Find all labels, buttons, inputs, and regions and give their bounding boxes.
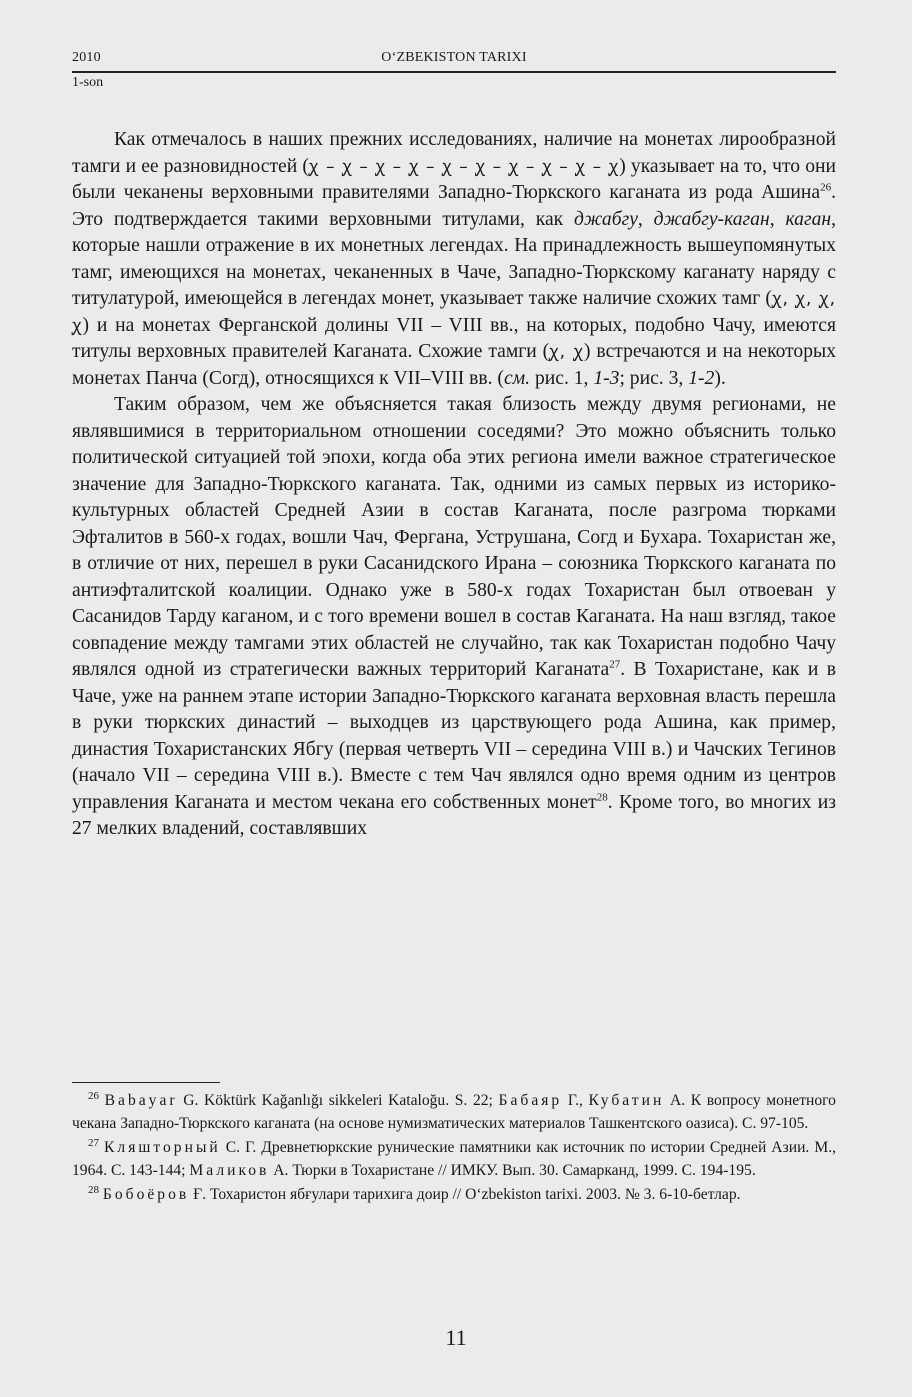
footnote-separator: [72, 1082, 220, 1083]
footnote-ref-27: 27: [609, 658, 621, 671]
running-header: [72, 50, 836, 72]
header-year: 2010: [72, 50, 101, 65]
paragraph-2: Таким образом, чем же объясняется такая близость между двумя регионами, не являвшимися в территориальном отношении соседями? Это можно объяснить только политической ситуацией той эпохи, когда оба этих региона имели важное стратегическое значение для Западно-Тюркского каганата. Так, одними из самых первых из историко-культурных областей Средней Азии в состав Каганата, после разгрома тюрками Эфталитов в 560-х годах, вошли Чач, Фергана, Уструшана, Согд и Бухара. Тохаристан же, в отличие от них, перешел в руки Сасанидского Ирана – союзника Тюркского каганата по антиэфталитской коалиции. Однако уже в 580-х годах Тохаристан был отвоеван у Сасанидов Тарду каганом, и с того времени вошел в состав Каганата. На наш взгляд, такое совпадение между тамгами этих областей не случайно, так как Тохаристан подобно Чачу являлся одной из стратегически важных территорий Каганата$^{27}$. В Тохаристане, как и в Чаче, уже на раннем этапе истории Западно-Тюркского каганата верховная власть перешла в руки тюркских династий – выходцев из царствующего рода Ашина, как пример, династия Тохаристанских Ябгу (первая четверть VII – середина VIII в.) и Чачских Тегинов (начало VII – середина VIII в.). Вместе с тем Чач являлся одно время одним из центров управления Каганата и местом чекана его собственных монет$^{28}$. Кроме того, во многих из 27 мелких владений, составлявших: [72, 394, 837, 839]
page-number: 11: [445, 1325, 467, 1350]
footnotes: [72, 1090, 836, 1209]
header-rule: [72, 71, 836, 73]
footnote-27: $^{27}$ Кляшторный С. Г. Древнетюркские рунические памятники как источник по истории Средней Азии. М., 1964. С. 143-144; Маликов А. Тюрки в Тохаристане // ИМКУ. Вып. 30. Самарканд, 1999. С. 194-195.: [72, 1136, 836, 1179]
header-journal-title: O‘ZBEKISTON TARIXI: [381, 50, 527, 65]
footnote-26: $^{26}$ Babayar G. Köktürk Kağanlığı sikkeleri Kataloğu. S. 22; Бабаяр Г., Кубатин А. К вопросу монетного чекана Западно-Тюркского каганата (на основе нумизматических материалов Ташкентского оазиса). С. 97-105.: [72, 1089, 836, 1132]
tamga-glyphs-3: ꭕ, ꭕ: [549, 342, 584, 362]
header-issue: 1-son: [72, 75, 104, 90]
tamga-glyphs-1: ꭕ – ꭕ – ꭕ – ꭕ – ꭕ – ꭕ – ꭕ – ꭕ – ꭕ – ꭕ: [308, 156, 620, 177]
article-body: [72, 127, 836, 843]
paragraph-1: Как отмечалось в наших прежних исследованиях, наличие на монетах лирообразной тамги и ее разновидностей (ꭕ – ꭕ – ꭕ – ꭕ – ꭕ – ꭕ – ꭕ – ꭕ – ꭕ – ꭕ) указывает на то, что они были чеканены верховными правителями Западно-Тюркского каганата из рода Ашина$^{26}$. Это подтверждается такими верховными титулами, как джабгу, джабгу-каган, каган, которые нашли отражение в их монетных легендах. На принадлежность вышеупомянутых тамг, имеющихся на монетах, чеканенных в Чаче, Западно-Тюркскому каганату наряду с титулатурой, имеющейся в легендах монет, указывает также наличие схожих тамг (ꭕ, ꭕ, ꭕ, ꭕ) и на монетах Ферганской долины VII – VIII вв., на которых, подобно Чачу, имеются титулы верховных правителей Каганата. Схожие тамги (ꭕ, ꭕ) встречаются и на некоторых монетах Панча (Согд), относящихся к VII–VIII вв. (см. рис. 1, 1-3; рис. 3, 1-2).: [72, 129, 837, 389]
footnote-28: $^{28}$ Бобоёров Ғ. Тохаристон ябғулари тарихига доир // O‘zbekiston tarixi. 2003. № 3. 6-10-бетлар.: [88, 1183, 741, 1203]
footnote-ref-26: 26: [820, 181, 832, 194]
footnote-ref-28: 28: [596, 790, 608, 803]
tamga-glyphs-2: ꭕ, ꭕ, ꭕ, ꭕ: [72, 289, 837, 336]
